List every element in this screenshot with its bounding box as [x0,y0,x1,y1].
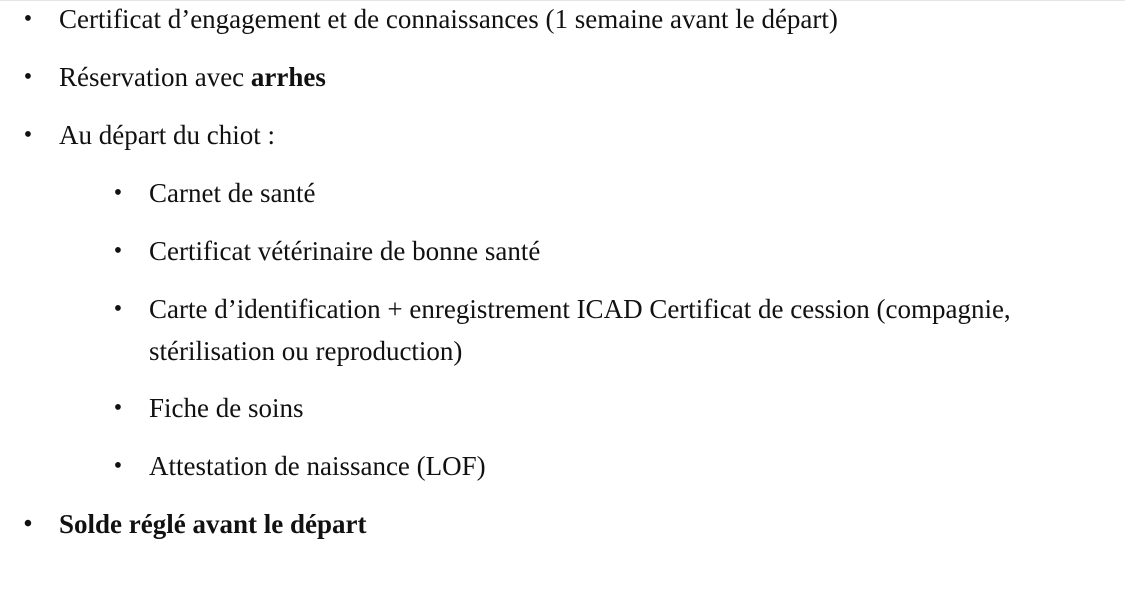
list-item-text: Attestation de naissance (LOF) [149,451,486,481]
list-item-text: Certificat d’engagement et de connaissances (1 semaine avant le départ) [59,4,838,34]
bullet: • [23,6,33,32]
list-item-text: Solde réglé avant le départ [59,509,367,539]
bullet: • [23,64,33,90]
list-item-text: Au départ du chiot : [59,120,275,150]
bullet: • [113,395,123,421]
bullet: • [113,238,123,264]
list-item-text: Carte d’identification + enregistrement ICAD Certificat de cession (compagnie, stérilisation ou reproduction) [149,294,1011,366]
bullet: • [23,122,33,148]
list-item-text-plain: Réservation avec [59,62,251,92]
list-item-text [59,56,326,98]
list-item-text: Fiche de soins [149,393,304,423]
list-item-text-bold: arrhes [250,62,326,92]
bullet: • [113,296,123,322]
bullet: • [113,180,123,206]
list-item-text: Carnet de santé [149,178,316,208]
list-item-text: Certificat vétérinaire de bonne santé [149,236,541,266]
bullet: • [113,453,123,479]
bullet: • [23,511,33,537]
